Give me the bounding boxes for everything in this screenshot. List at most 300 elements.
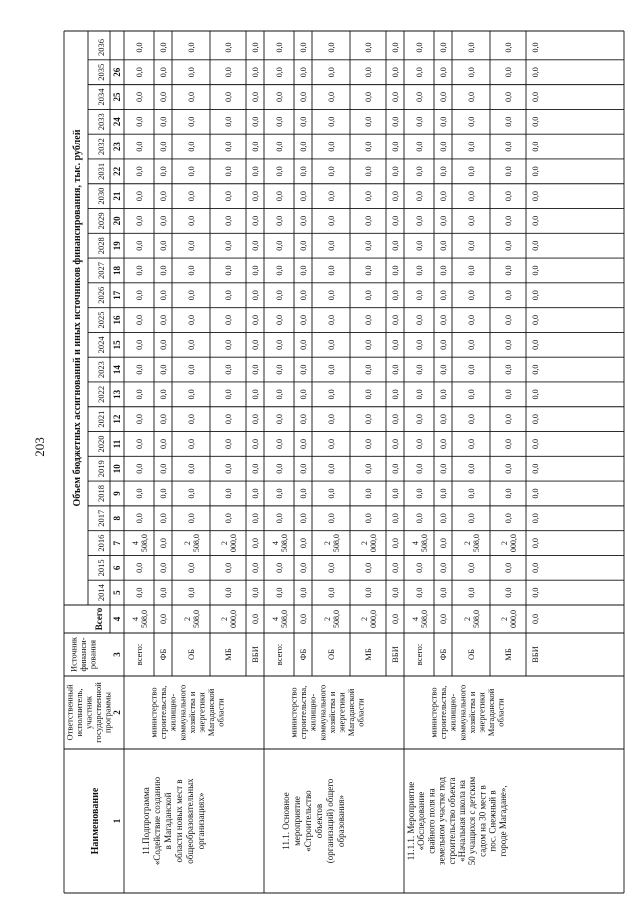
row-year-value: 0,0 <box>439 513 448 524</box>
row-year-value: 0,0 <box>391 587 400 598</box>
row-year-value: 0,0 <box>224 513 233 524</box>
row-year-value: 0,0 <box>224 116 233 127</box>
row-year-value: 0,0 <box>391 42 400 53</box>
row-year-value: 0,0 <box>327 438 336 449</box>
header-year: 2026 <box>96 286 106 304</box>
row-name: садом на 30 мест в <box>477 785 488 857</box>
row-year-value: 0,0 <box>275 67 284 78</box>
row-year-value: 0,0 <box>159 315 168 326</box>
row-year-value: 0,0 <box>415 166 424 177</box>
row-year-value: 0,0 <box>364 166 373 177</box>
row-year-value: 0,0 <box>415 215 424 226</box>
row-source: МБ <box>223 648 233 661</box>
row-year-value: 0,0 <box>135 562 144 573</box>
row-year-value: 0,0 <box>275 240 284 251</box>
row-year-value: 0,0 <box>391 364 400 375</box>
row-executor: энергетики <box>336 692 347 733</box>
header-year: 2021 <box>96 410 106 428</box>
row-name: строительство объекта <box>446 777 457 865</box>
row-name: образования» <box>336 795 346 847</box>
row-year-value: 0,0 <box>187 587 196 598</box>
row-source: ФБ <box>298 648 308 661</box>
header-name: Наименование <box>90 787 101 855</box>
row-year-value: 0,0 <box>531 240 540 251</box>
column-number: 24 <box>112 117 122 127</box>
row-year-value: 0,0 <box>364 290 373 301</box>
row-year-value: 0,0 <box>275 438 284 449</box>
row-executor: области <box>495 698 506 727</box>
column-number: 17 <box>112 290 122 300</box>
row-total: 2 <box>360 617 369 621</box>
row-year-value: 0,0 <box>159 513 168 524</box>
row-year-value: 0,0 <box>327 215 336 226</box>
row-total: 2 <box>323 617 332 621</box>
row-name: 50 учащихся с детским <box>467 776 478 866</box>
row-year-value: 0,0 <box>364 438 373 449</box>
row-year-value: 0,0 <box>415 339 424 350</box>
row-name: организациях» <box>196 792 206 850</box>
row-year-value: 0,0 <box>327 389 336 400</box>
row-year-value: 0,0 <box>439 290 448 301</box>
row-year-value: 0,0 <box>159 166 168 177</box>
row-year-value: 0,0 <box>135 587 144 598</box>
row-year-value: 0,0 <box>135 339 144 350</box>
row-year-value: 0,0 <box>531 141 540 152</box>
row-executor: коммунального <box>317 684 328 741</box>
row-year-value: 0,0 <box>364 191 373 202</box>
row-year-value: 0,0 <box>187 42 196 53</box>
row-year-value: 0,0 <box>299 42 308 53</box>
row-total: 000,0 <box>369 610 378 628</box>
row-year-value: 0,0 <box>327 67 336 78</box>
row-year-value: 0,0 <box>299 414 308 425</box>
row-year-value: 0,0 <box>159 463 168 474</box>
row-year-value: 0,0 <box>135 92 144 103</box>
row-year-value: 0,0 <box>504 240 513 251</box>
row-year-value: 0,0 <box>251 290 260 301</box>
row-executor: строительства, <box>438 685 449 740</box>
row-year-value: 0,0 <box>504 438 513 449</box>
row-name: 11.1. Основное <box>281 792 291 850</box>
header-year: 2033 <box>96 113 106 131</box>
column-number: 6 <box>112 565 122 571</box>
row-year-value: 0,0 <box>275 339 284 350</box>
row-year-value: 0,0 <box>299 116 308 127</box>
row-year-value: 0,0 <box>159 389 168 400</box>
row-total: 0,0 <box>251 614 260 624</box>
row-year-value: 0,0 <box>467 513 476 524</box>
row-name: пос. Снежный в <box>487 790 498 852</box>
row-year-value: 0,0 <box>327 141 336 152</box>
row-name: 11.Подпрограмма <box>141 787 151 855</box>
row-year-value: 0,0 <box>159 364 168 375</box>
row-year-value: 508,0 <box>472 534 481 553</box>
row-year-value: 0,0 <box>327 166 336 177</box>
row-executor: Магаданской <box>206 688 217 737</box>
row-executor: жилищно- <box>447 693 458 732</box>
column-number: 11 <box>112 439 122 449</box>
row-executor: области <box>215 698 226 727</box>
row-year-value: 0,0 <box>531 488 540 499</box>
row-year-value: 0,0 <box>467 463 476 474</box>
row-year-value: 0,0 <box>187 240 196 251</box>
row-year-value: 0,0 <box>187 141 196 152</box>
row-year-value: 0,0 <box>467 389 476 400</box>
column-number: 4 <box>112 616 122 622</box>
row-year-value: 0,0 <box>135 463 144 474</box>
row-year-value: 0,0 <box>159 538 168 549</box>
row-year-value: 0,0 <box>187 463 196 474</box>
row-year-value: 0,0 <box>467 116 476 127</box>
row-year-value: 508,0 <box>420 534 429 553</box>
row-year-value: 0,0 <box>415 42 424 53</box>
row-year-value: 0,0 <box>364 265 373 276</box>
row-year-value: 0,0 <box>275 290 284 301</box>
row-executor: Магаданской <box>486 688 497 737</box>
row-year-value: 0,0 <box>364 215 373 226</box>
row-year-value: 0,0 <box>467 414 476 425</box>
row-year-value: 0,0 <box>135 290 144 301</box>
row-year-value: 0,0 <box>251 463 260 474</box>
row-total: 508,0 <box>420 610 429 628</box>
row-year-value: 0,0 <box>299 191 308 202</box>
row-year-value: 0,0 <box>531 290 540 301</box>
row-year-value: 0,0 <box>439 42 448 53</box>
column-number: 23 <box>112 142 122 152</box>
row-total: 4 <box>131 617 140 621</box>
row-year-value: 0,0 <box>135 240 144 251</box>
row-year-value: 0,0 <box>504 587 513 598</box>
row-year-value: 0,0 <box>391 414 400 425</box>
header-source: рования <box>87 639 98 670</box>
row-year-value: 0,0 <box>187 364 196 375</box>
row-year-value: 0,0 <box>415 290 424 301</box>
row-year-value: 0,0 <box>327 463 336 474</box>
row-year-value: 0,0 <box>327 364 336 375</box>
row-year-value: 0,0 <box>275 587 284 598</box>
row-year-value: 0,0 <box>299 92 308 103</box>
row-year-value: 0,0 <box>299 538 308 549</box>
row-year-value: 0,0 <box>504 42 513 53</box>
row-name: городе Магадане», <box>497 785 508 857</box>
row-year-value: 0,0 <box>467 215 476 226</box>
row-year-value: 0,0 <box>251 513 260 524</box>
row-year-value: 0,0 <box>531 538 540 549</box>
row-year-value: 0,0 <box>391 538 400 549</box>
row-year-value: 000,0 <box>369 534 378 553</box>
column-number: 13 <box>112 389 122 399</box>
row-source: ВБИ <box>250 646 260 663</box>
row-year-value: 0,0 <box>391 562 400 573</box>
row-year-value: 0,0 <box>467 92 476 103</box>
row-year-value: 0,0 <box>467 67 476 78</box>
row-year-value: 0,0 <box>187 488 196 499</box>
row-year-value: 0,0 <box>251 141 260 152</box>
row-year-value: 0,0 <box>391 265 400 276</box>
row-year-value: 0,0 <box>299 215 308 226</box>
row-year-value: 0,0 <box>364 315 373 326</box>
row-executor: области <box>355 698 366 727</box>
row-total: 2 <box>220 617 229 621</box>
row-year-value: 0,0 <box>299 265 308 276</box>
row-year-value: 0,0 <box>504 463 513 474</box>
row-year-value: 0,0 <box>391 513 400 524</box>
row-year-value: 0,0 <box>135 166 144 177</box>
row-total: 0,0 <box>531 614 540 624</box>
row-year-value: 0,0 <box>251 215 260 226</box>
row-year-value: 0,0 <box>415 389 424 400</box>
row-year-value: 0,0 <box>531 438 540 449</box>
row-year-value: 0,0 <box>391 438 400 449</box>
row-year-value: 0,0 <box>135 438 144 449</box>
column-number: 7 <box>112 540 122 546</box>
column-number: 20 <box>112 216 122 226</box>
row-year-value: 0,0 <box>224 141 233 152</box>
row-year-value: 0,0 <box>251 265 260 276</box>
row-year-value: 0,0 <box>391 215 400 226</box>
row-year-value: 0,0 <box>364 587 373 598</box>
row-year-value: 0,0 <box>299 339 308 350</box>
row-year-value: 0,0 <box>251 92 260 103</box>
row-year-value: 0,0 <box>187 92 196 103</box>
row-executor: министерство <box>288 687 299 738</box>
row-year-value: 0,0 <box>327 265 336 276</box>
row-year-value: 0,0 <box>415 240 424 251</box>
row-year-value: 0,0 <box>439 265 448 276</box>
row-executor: жилищно- <box>167 693 178 732</box>
row-year-value: 0,0 <box>327 513 336 524</box>
header-year: 2027 <box>96 261 106 279</box>
row-year-value: 0,0 <box>439 141 448 152</box>
header-year: 2028 <box>96 237 106 255</box>
row-year-value: 0,0 <box>159 339 168 350</box>
row-year-value: 0,0 <box>187 215 196 226</box>
row-year-value: 0,0 <box>415 513 424 524</box>
row-year-value: 0,0 <box>364 141 373 152</box>
column-number: 15 <box>112 340 122 350</box>
row-year-value: 0,0 <box>327 414 336 425</box>
row-year-value: 0,0 <box>467 191 476 202</box>
row-year-value: 0,0 <box>251 364 260 375</box>
row-total: 4 <box>411 617 420 621</box>
header-funding-title: Объем бюджетных ассигнований и иных источников финансирования, тыс. рублей <box>72 129 83 507</box>
row-year-value: 0,0 <box>504 290 513 301</box>
row-year-value: 0,0 <box>224 166 233 177</box>
row-total: 508,0 <box>140 610 149 628</box>
row-year-value: 0,0 <box>415 562 424 573</box>
row-year-value: 0,0 <box>391 389 400 400</box>
row-year-value: 0,0 <box>187 513 196 524</box>
row-total: 000,0 <box>509 610 518 628</box>
row-name: «Строительство <box>303 790 313 852</box>
row-year-value: 2 <box>463 541 472 546</box>
column-number: 12 <box>112 414 122 424</box>
row-year-value: 0,0 <box>391 141 400 152</box>
column-number: 9 <box>112 491 122 496</box>
row-year-value: 0,0 <box>504 265 513 276</box>
row-year-value: 0,0 <box>439 488 448 499</box>
header-year: 2023 <box>96 361 106 379</box>
row-year-value: 0,0 <box>135 414 144 425</box>
row-year-value: 2 <box>220 541 229 546</box>
row-year-value: 0,0 <box>251 414 260 425</box>
row-year-value: 0,0 <box>275 315 284 326</box>
row-executor: министерство <box>148 687 159 738</box>
row-source: всего: <box>414 643 424 666</box>
row-executor: строительства, <box>298 685 309 740</box>
row-year-value: 0,0 <box>415 116 424 127</box>
header-year: 2018 <box>96 484 106 502</box>
row-year-value: 0,0 <box>327 116 336 127</box>
row-year-value: 0,0 <box>299 389 308 400</box>
column-number: 10 <box>112 464 122 474</box>
header-year: 2025 <box>96 311 106 329</box>
row-year-value: 0,0 <box>439 562 448 573</box>
row-year-value: 0,0 <box>391 67 400 78</box>
row-year-value: 0,0 <box>251 339 260 350</box>
row-year-value: 0,0 <box>364 339 373 350</box>
row-source: ВБИ <box>530 646 540 663</box>
row-source: всего: <box>274 643 284 666</box>
row-year-value: 0,0 <box>467 265 476 276</box>
row-year-value: 0,0 <box>364 42 373 53</box>
row-year-value: 0,0 <box>299 290 308 301</box>
row-year-value: 508,0 <box>192 534 201 553</box>
row-year-value: 0,0 <box>159 587 168 598</box>
row-total: 508,0 <box>192 610 201 628</box>
header-year: 2032 <box>96 138 106 156</box>
row-year-value: 0,0 <box>187 438 196 449</box>
row-source: ФБ <box>158 648 168 661</box>
row-year-value: 0,0 <box>159 562 168 573</box>
row-year-value: 0,0 <box>467 166 476 177</box>
row-executor: хозяйства и <box>466 691 477 734</box>
row-year-value: 0,0 <box>159 265 168 276</box>
row-source: МБ <box>363 648 373 661</box>
row-year-value: 0,0 <box>504 339 513 350</box>
row-year-value: 0,0 <box>159 116 168 127</box>
row-year-value: 0,0 <box>159 141 168 152</box>
row-year-value: 0,0 <box>224 364 233 375</box>
row-year-value: 0,0 <box>504 92 513 103</box>
row-year-value: 0,0 <box>299 513 308 524</box>
row-year-value: 0,0 <box>364 488 373 499</box>
header-executor: Ответственный <box>64 684 75 741</box>
row-year-value: 0,0 <box>159 42 168 53</box>
row-year-value: 0,0 <box>135 215 144 226</box>
header-year: 2034 <box>96 88 106 106</box>
row-year-value: 0,0 <box>504 116 513 127</box>
row-year-value: 0,0 <box>531 92 540 103</box>
row-source: ОБ <box>466 648 476 661</box>
row-year-value: 0,0 <box>251 67 260 78</box>
row-total: 2 <box>500 617 509 621</box>
row-year-value: 0,0 <box>275 488 284 499</box>
row-year-value: 0,0 <box>224 488 233 499</box>
row-year-value: 0,0 <box>415 587 424 598</box>
row-year-value: 4 <box>411 541 420 546</box>
row-total: 0,0 <box>391 614 400 624</box>
column-number: 1 <box>112 818 122 824</box>
row-year-value: 0,0 <box>531 116 540 127</box>
row-year-value: 0,0 <box>504 166 513 177</box>
row-year-value: 0,0 <box>159 414 168 425</box>
row-total: 508,0 <box>280 610 289 628</box>
funding-table <box>64 31 624 893</box>
row-year-value: 0,0 <box>439 191 448 202</box>
row-year-value: 0,0 <box>224 215 233 226</box>
row-year-value: 0,0 <box>415 414 424 425</box>
row-year-value: 0,0 <box>467 562 476 573</box>
row-year-value: 0,0 <box>504 513 513 524</box>
row-year-value: 0,0 <box>439 414 448 425</box>
row-year-value: 0,0 <box>439 240 448 251</box>
row-year-value: 0,0 <box>327 562 336 573</box>
column-number: 14 <box>112 365 122 375</box>
row-year-value: 0,0 <box>187 290 196 301</box>
row-total: 4 <box>271 617 280 621</box>
column-number: 8 <box>112 516 122 521</box>
row-year-value: 0,0 <box>439 364 448 375</box>
row-year-value: 0,0 <box>187 339 196 350</box>
row-year-value: 2 <box>183 541 192 546</box>
row-year-value: 0,0 <box>275 562 284 573</box>
header-year: 2030 <box>96 187 106 205</box>
header-executor: исполнитель, <box>74 688 84 737</box>
row-year-value: 0,0 <box>531 315 540 326</box>
row-year-value: 0,0 <box>415 438 424 449</box>
row-year-value: 0,0 <box>299 438 308 449</box>
row-source: МБ <box>503 648 513 661</box>
row-year-value: 0,0 <box>531 587 540 598</box>
row-year-value: 0,0 <box>275 414 284 425</box>
row-year-value: 0,0 <box>391 488 400 499</box>
header-source: финанси- <box>78 637 88 672</box>
row-executor: строительства, <box>158 685 169 740</box>
row-year-value: 000,0 <box>229 534 238 553</box>
header-executor: программы <box>102 691 113 734</box>
row-year-value: 0,0 <box>275 513 284 524</box>
column-number: 16 <box>112 315 122 325</box>
row-year-value: 0,0 <box>135 513 144 524</box>
row-year-value: 508,0 <box>140 534 149 553</box>
row-year-value: 0,0 <box>251 240 260 251</box>
row-year-value: 0,0 <box>439 463 448 474</box>
header-total: Всего <box>94 607 104 631</box>
row-year-value: 0,0 <box>299 240 308 251</box>
row-year-value: 0,0 <box>327 92 336 103</box>
row-year-value: 0,0 <box>299 488 308 499</box>
row-year-value: 0,0 <box>251 315 260 326</box>
row-year-value: 0,0 <box>415 315 424 326</box>
row-year-value: 0,0 <box>135 364 144 375</box>
row-year-value: 0,0 <box>364 562 373 573</box>
header-year: 2017 <box>96 509 106 527</box>
row-year-value: 0,0 <box>187 414 196 425</box>
row-year-value: 0,0 <box>135 191 144 202</box>
row-year-value: 0,0 <box>391 191 400 202</box>
row-year-value: 0,0 <box>135 42 144 53</box>
row-name: общеобразовательных <box>185 778 195 864</box>
row-year-value: 0,0 <box>327 42 336 53</box>
row-year-value: 0,0 <box>275 92 284 103</box>
row-year-value: 0,0 <box>467 141 476 152</box>
page-number: 203 <box>32 437 47 457</box>
row-year-value: 0,0 <box>531 364 540 375</box>
header-year: 2024 <box>96 336 106 354</box>
row-year-value: 0,0 <box>275 265 284 276</box>
row-executor: энергетики <box>196 692 207 733</box>
